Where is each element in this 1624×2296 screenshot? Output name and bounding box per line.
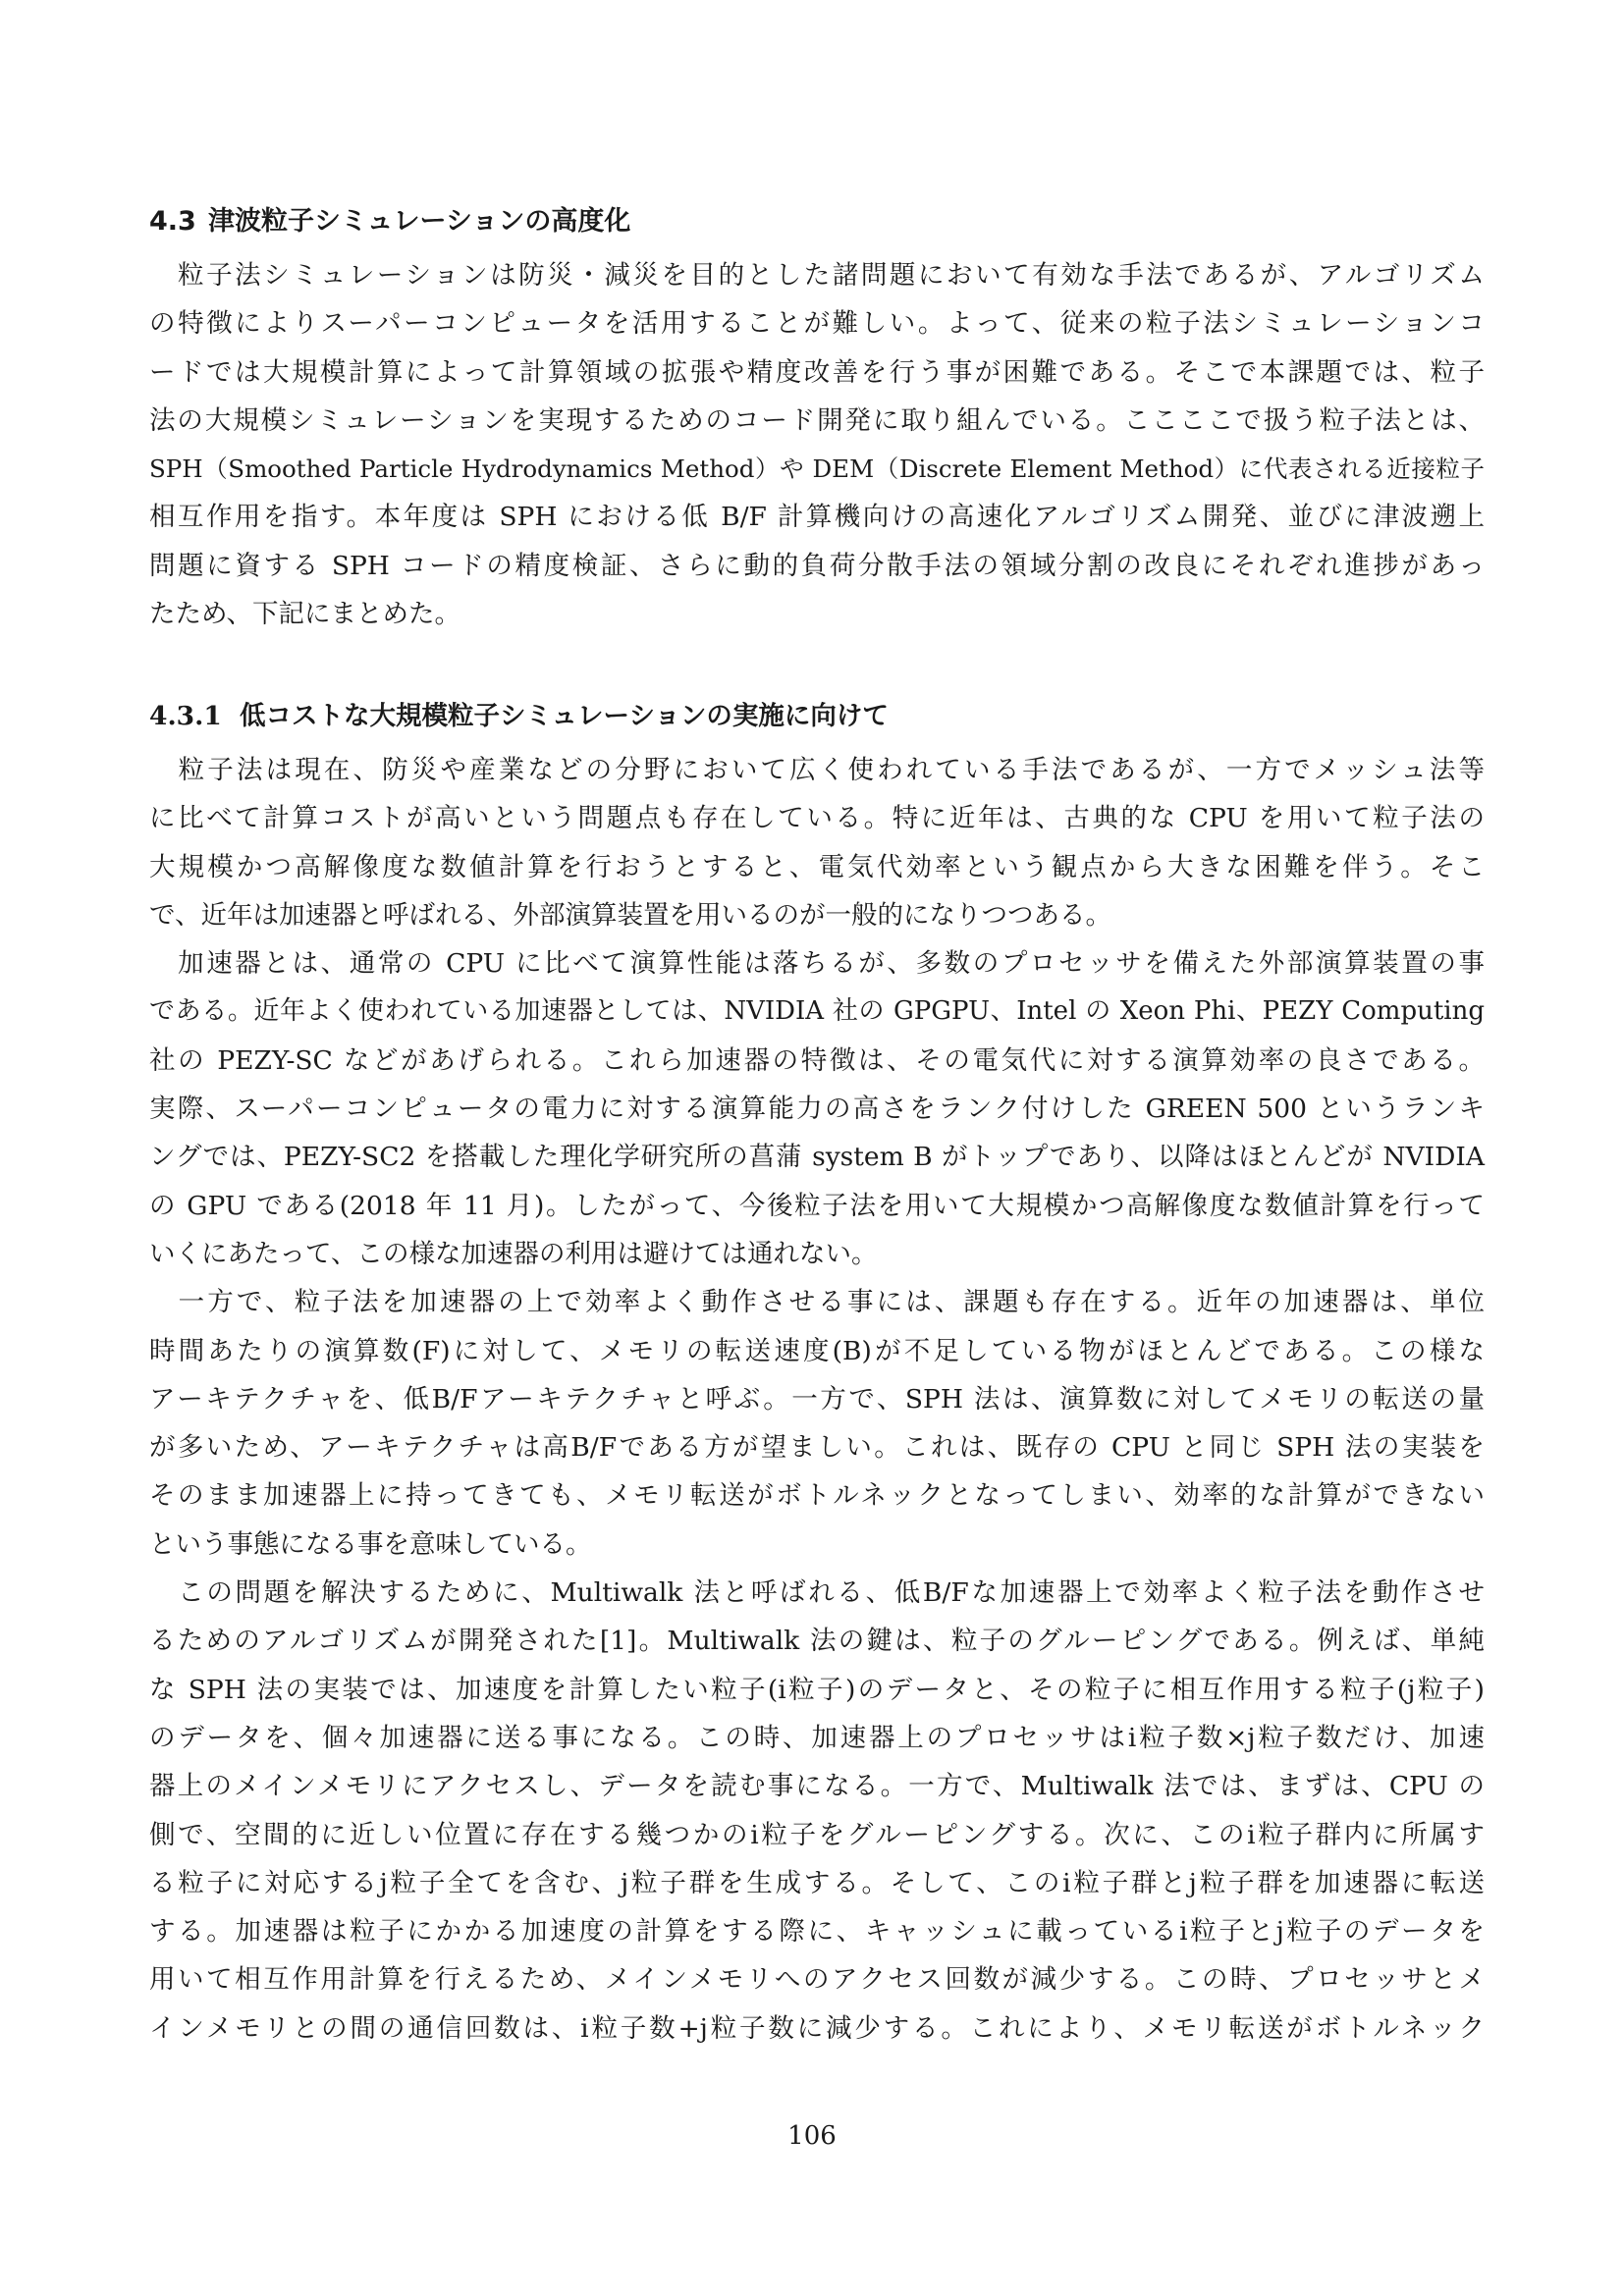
text-line: この問題を解決するために、Multiwalk 法と呼ばれる、低B/Fな加速器上で効率よく粒子法を動作させ — [149, 1577, 1485, 1609]
text-line: インメモリとの間の通信回数は、i粒子数+j粒子数に減少する。これにより、メモリ転送がボトルネック — [149, 2012, 1485, 2044]
section-intro-paragraph — [149, 251, 1485, 638]
text-line: 法の大規模シミュレーションを実現するためのコード開発に取り組んでいる。ここここで扱う粒子法とは、 — [149, 404, 1485, 436]
text-line: 一方で、粒子法を加速器の上で効率よく動作させる事には、課題も存在する。近年の加速器は、単位 — [149, 1287, 1485, 1318]
text-line: そのまま加速器上に持ってきても、メモリ転送がボトルネックとなってしまい、効率的な計算ができない — [149, 1480, 1485, 1512]
subsection-number: 4.3.1 — [149, 701, 222, 731]
subsection-body — [149, 746, 1485, 2053]
text-line: るためのアルゴリズムが開発された[1]。Multiwalk 法の鍵は、粒子のグルーピングである。例えば、単純 — [149, 1626, 1485, 1657]
text-line: 実際、スーパーコンピュータの電力に対する演算能力の高さをランク付けした GREEN 500 というランキ — [149, 1094, 1485, 1125]
text-line: 大規模かつ高解像度な数値計算を行おうとすると、電気代効率という観点から大きな困難を伴う。そこ — [149, 851, 1485, 882]
text-line: 器上のメインメモリにアクセスし、データを読む事になる。一方で、Multiwalk 法では、まずは、CPU の — [149, 1771, 1485, 1802]
text-line: いくにあたって、この様な加速器の利用は避けては通れない。 — [149, 1238, 878, 1269]
text-line: 時間あたりの演算数(F)に対して、メモリの転送速度(B)が不足している物がほとんどである。この様な — [149, 1335, 1485, 1366]
text-line: な SPH 法の実装では、加速度を計算したい粒子(i粒子)のデータと、その粒子に相互作用する粒子(j粒子) — [149, 1674, 1485, 1705]
text-line: る粒子に対応するj粒子全てを含む、j粒子群を生成する。そして、このi粒子群とj粒子群を加速器に転送 — [149, 1867, 1485, 1898]
text-line: 用いて相互作用計算を行えるため、メインメモリへのアクセス回数が減少する。この時、プロセッサとメ — [149, 1964, 1485, 1996]
subsection-title: 低コストな大規模粒子シミュレーションの実施に向けて — [240, 701, 889, 731]
text-line: の特徴によりスーパーコンピュータを活用することが難しい。よって、従来の粒子法シミュレーションコ — [149, 308, 1485, 340]
page-number: 106 — [787, 2121, 837, 2151]
text-line: ングでは、PEZY-SC2 を搭載した理化学研究所の菖蒲 system B がトップであり、以降はほとんどが NVIDIA — [149, 1142, 1485, 1173]
text-line: 加速器とは、通常の CPU に比べて演算性能は落ちるが、多数のプロセッサを備えた外部演算装置の事 — [149, 948, 1485, 980]
text-line: である。近年よく使われている加速器としては、NVIDIA 社の GPGPU、Intel の Xeon Phi、PEZY Computing — [149, 996, 1485, 1027]
text-line: 相互作用を指す。本年度は SPH における低 B/F 計算機向けの高速化アルゴリズム開発、並びに津波遡上 — [149, 502, 1485, 533]
text-line: 粒子法は現在、防災や産業などの分野において広く使われている手法であるが、一方でメッシュ法等 — [149, 755, 1485, 785]
text-line: 問題に資する SPH コードの精度検証、さらに動的負荷分散手法の領域分割の改良にそれぞれ進捗があっ — [149, 550, 1485, 581]
text-line: 側で、空間的に近しい位置に存在する幾つかのi粒子をグルーピングする。次に、このi粒子群内に所属す — [149, 1819, 1485, 1850]
text-line: が多いため、アーキテクチャは高B/Fである方が望ましい。これは、既存の CPU と同じ SPH 法の実装を — [149, 1432, 1485, 1464]
text-line: のデータを、個々加速器に送る事になる。この時、加速器上のプロセッサはi粒子数×j粒子数だけ、加速 — [149, 1722, 1485, 1753]
text-line: たため、下記にまとめた。 — [149, 599, 460, 630]
subsection-heading — [149, 697, 889, 736]
text-line: に比べて計算コストが高いという問題点も存在している。特に近年は、古典的な CPU を用いて粒子法の — [149, 803, 1485, 834]
text-line: SPH（Smoothed Particle Hydrodynamics Method）や DEM（Discrete Element Method）に代表される近接粒子 — [149, 454, 1485, 484]
text-line: ードでは大規模計算によって計算領域の拡張や精度改善を行う事が困難である。そこで本課題では、粒子 — [149, 356, 1485, 388]
text-line: 粒子法シミュレーションは防災・減災を目的とした諸問題において有効な手法であるが、アルゴリズム — [149, 260, 1485, 291]
text-line: の GPU である(2018 年 11 月)。したがって、今後粒子法を用いて大規模かつ高解像度な数値計算を行って — [149, 1190, 1485, 1221]
section-title: 津波粒子シミュレーションの高度化 — [208, 206, 631, 237]
text-line: アーキテクチャを、低B/Fアーキテクチャと呼ぶ。一方で、SPH 法は、演算数に対してメモリの転送の量 — [149, 1383, 1485, 1415]
text-line: 社の PEZY-SC などがあげられる。これら加速器の特徴は、その電気代に対する演算効率の良さである。 — [149, 1044, 1485, 1076]
section-number: 4.3 — [149, 206, 196, 237]
text-line: する。加速器は粒子にかかる加速度の計算をする際に、キャッシュに載っているi粒子とj粒子のデータを — [149, 1916, 1485, 1948]
text-line: で、近年は加速器と呼ばれる、外部演算装置を用いるのが一般的になりつつある。 — [149, 899, 1111, 931]
text-line: という事態になる事を意味している。 — [149, 1528, 592, 1560]
section-heading — [149, 202, 630, 241]
